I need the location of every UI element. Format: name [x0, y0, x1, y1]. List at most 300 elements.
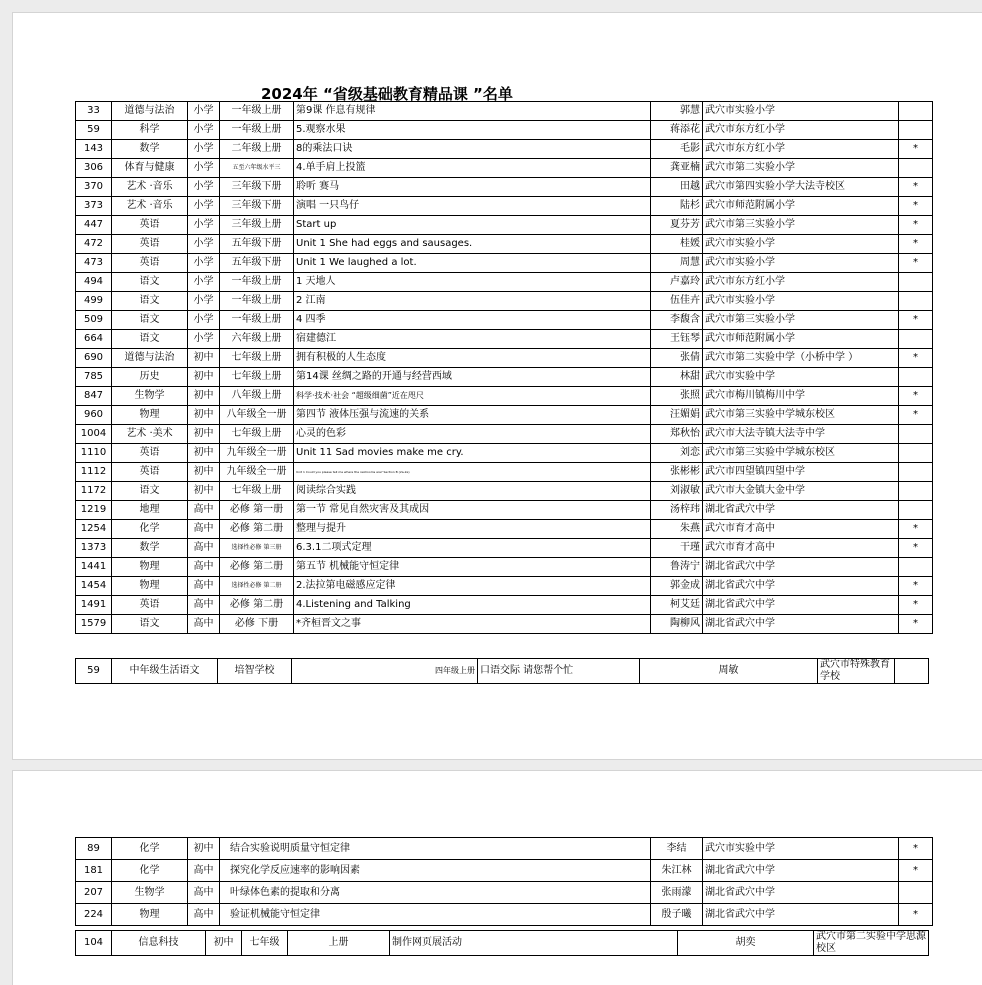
cell-stage: 小学 [188, 273, 220, 292]
cell-mark [899, 558, 933, 577]
cell-grade: 二年级上册 [220, 140, 294, 159]
cell-school: 湖北省武穴中学 [703, 882, 899, 904]
cell-teacher: 胡奕 [678, 931, 814, 956]
cell-subject: 艺术 ·音乐 [112, 197, 188, 216]
cell-mark [895, 659, 929, 684]
cell-teacher: 朱燕 [651, 520, 703, 539]
cell-stage: 小学 [188, 330, 220, 349]
cell-teacher: 田越 [651, 178, 703, 197]
cell-id: 664 [76, 330, 112, 349]
cell-id: 143 [76, 140, 112, 159]
cell-school: 武穴市东方红小学 [703, 273, 899, 292]
cell-id: 59 [76, 659, 112, 684]
table-row [76, 406, 933, 425]
cell-subject: 历史 [112, 368, 188, 387]
cell-grade: 一年级上册 [220, 292, 294, 311]
cell-id: 447 [76, 216, 112, 235]
cell-mark [899, 425, 933, 444]
cell-grade: 选择性必修 第三册 [220, 539, 294, 558]
cell-subject: 语文 [112, 482, 188, 501]
cell-teacher: 林甜 [651, 368, 703, 387]
cell-teacher: 郭慧 [651, 102, 703, 121]
cell-stage: 小学 [188, 254, 220, 273]
cell-subject: 英语 [112, 463, 188, 482]
cell-mark: * [899, 387, 933, 406]
cell-lesson: 阅读综合实践 [294, 482, 651, 501]
cell-id: 509 [76, 311, 112, 330]
cell-stage: 高中 [188, 558, 220, 577]
cell-teacher: 朱江林 [651, 860, 703, 882]
table-row [76, 368, 933, 387]
table-row [76, 444, 933, 463]
cell-subject: 道德与法治 [112, 349, 188, 368]
cell-teacher: 李结 [651, 838, 703, 860]
cell-lesson: 演唱 一只鸟仔 [294, 197, 651, 216]
cell-school: 武穴市实验中学 [703, 368, 899, 387]
cell-id: 1254 [76, 520, 112, 539]
cell-school: 武穴市实验小学 [703, 254, 899, 273]
cell-grade: 必修 第二册 [220, 520, 294, 539]
table-row [76, 121, 933, 140]
cell-school: 武穴市第三实验中学城东校区 [703, 444, 899, 463]
cell-mark: * [899, 615, 933, 634]
table-row [76, 197, 933, 216]
cell-lesson: 2 江南 [294, 292, 651, 311]
cell-mark: * [899, 577, 933, 596]
table-row [76, 140, 933, 159]
cell-lesson: 叶绿体色素的提取和分离 [220, 882, 651, 904]
table-row [76, 349, 933, 368]
cell-lesson: 第五节 机械能守恒定律 [294, 558, 651, 577]
cell-mark: * [899, 904, 933, 926]
cell-lesson: 制作网页展活动 [390, 931, 678, 956]
cell-school: 武穴市大法寺镇大法寺中学 [703, 425, 899, 444]
cell-grade: 三年级下册 [220, 197, 294, 216]
cell-lesson: 5.观察水果 [294, 121, 651, 140]
cell-teacher: 伍佳卉 [651, 292, 703, 311]
table-row [76, 501, 933, 520]
cell-teacher: 桂媛 [651, 235, 703, 254]
cell-teacher: 陆杉 [651, 197, 703, 216]
cell-id: 785 [76, 368, 112, 387]
cell-lesson: 8的乘法口诀 [294, 140, 651, 159]
cell-lesson: 口语交际 请您帮个忙 [478, 659, 640, 684]
cell-stage: 高中 [188, 501, 220, 520]
cell-id: 473 [76, 254, 112, 273]
table-row [76, 463, 933, 482]
cell-lesson: 2.法拉第电磁感应定律 [294, 577, 651, 596]
cell-stage: 小学 [188, 235, 220, 254]
cell-lesson: 科学·技术·社会 “超级细菌”近在咫尺 [294, 387, 651, 406]
table-row [76, 387, 933, 406]
cell-id: 847 [76, 387, 112, 406]
cell-school: 武穴市第二实验小学 [703, 159, 899, 178]
table-row [76, 860, 933, 882]
cell-id: 1172 [76, 482, 112, 501]
table-row [76, 254, 933, 273]
cell-lesson: Unit 11 Sad movies make me cry. [294, 444, 651, 463]
cell-id: 59 [76, 121, 112, 140]
cell-id: 1579 [76, 615, 112, 634]
cell-subject: 艺术 ·音乐 [112, 178, 188, 197]
table-row [76, 904, 933, 926]
cell-stage: 小学 [188, 311, 220, 330]
cell-mark: * [899, 197, 933, 216]
cell-teacher: 汤梓玮 [651, 501, 703, 520]
table-row [76, 159, 933, 178]
cell-school: 武穴市实验小学 [703, 102, 899, 121]
cell-teacher: 张彬彬 [651, 463, 703, 482]
cell-grade: 必修 第一册 [220, 501, 294, 520]
cell-id: 181 [76, 860, 112, 882]
cell-lesson: 宿建德江 [294, 330, 651, 349]
cell-school: 武穴市东方红小学 [703, 121, 899, 140]
cell-stage: 高中 [188, 596, 220, 615]
table-row [76, 216, 933, 235]
cell-teacher: 王钰琴 [651, 330, 703, 349]
cell-school: 武穴市第四实验小学大法寺校区 [703, 178, 899, 197]
cell-subject: 数学 [112, 140, 188, 159]
cell-id: 960 [76, 406, 112, 425]
cell-teacher: 周敏 [640, 659, 818, 684]
cell-lesson: Start up [294, 216, 651, 235]
cell-stage: 初中 [188, 349, 220, 368]
cell-grade: 七年级 [242, 931, 288, 956]
cell-id: 1219 [76, 501, 112, 520]
cell-id: 306 [76, 159, 112, 178]
cell-school: 武穴市梅川镇梅川中学 [703, 387, 899, 406]
cell-mark [899, 330, 933, 349]
cell-grade: 八年级全一册 [220, 406, 294, 425]
cell-subject: 语文 [112, 330, 188, 349]
cell-school: 湖北省武穴中学 [703, 558, 899, 577]
cell-school: 武穴市实验小学 [703, 235, 899, 254]
cell-lesson: 4.Listening and Talking [294, 596, 651, 615]
cell-school: 武穴市四望镇四望中学 [703, 463, 899, 482]
cell-subject: 英语 [112, 254, 188, 273]
cell-mark [899, 368, 933, 387]
cell-grade: 选择性必修 第二册 [220, 577, 294, 596]
table-row [76, 596, 933, 615]
cell-mark [899, 463, 933, 482]
cell-grade: 九年级全一册 [220, 463, 294, 482]
cell-lesson: 第14课 丝绸之路的开通与经营西域 [294, 368, 651, 387]
cell-stage: 小学 [188, 140, 220, 159]
cell-id: 1110 [76, 444, 112, 463]
cell-grade: 一年级上册 [220, 121, 294, 140]
cell-subject: 体育与健康 [112, 159, 188, 178]
cell-subject: 中年级生活语文 [112, 659, 218, 684]
table-row [76, 102, 933, 121]
cell-subject: 语文 [112, 292, 188, 311]
cell-teacher: 周慧 [651, 254, 703, 273]
cell-mark: * [899, 254, 933, 273]
cell-stage: 高中 [188, 539, 220, 558]
cell-lesson: 6.3.1二项式定理 [294, 539, 651, 558]
cell-subject: 生物学 [112, 387, 188, 406]
cell-subject: 英语 [112, 444, 188, 463]
cell-stage: 初中 [188, 425, 220, 444]
document-page-2 [12, 770, 982, 985]
cell-lesson: 结合实验说明质量守恒定律 [220, 838, 651, 860]
cell-lesson: 心灵的色彩 [294, 425, 651, 444]
page2-last-row-table [75, 930, 929, 956]
table-row [76, 615, 933, 634]
cell-lesson: 4 四季 [294, 311, 651, 330]
cell-stage: 小学 [188, 102, 220, 121]
cell-school: 武穴市第三实验小学 [703, 216, 899, 235]
cell-grade: 五至六年级水平三 [220, 159, 294, 178]
table-row [76, 520, 933, 539]
table-row [76, 311, 933, 330]
cell-mark: * [899, 216, 933, 235]
cell-grade: 必修 下册 [220, 615, 294, 634]
cell-teacher: 鲁涛宁 [651, 558, 703, 577]
cell-grade: 八年级上册 [220, 387, 294, 406]
cell-subject: 语文 [112, 311, 188, 330]
cell-grade: 七年级上册 [220, 482, 294, 501]
cell-school: 武穴市师范附属小学 [703, 197, 899, 216]
cell-subject: 生物学 [112, 882, 188, 904]
cell-mark [899, 102, 933, 121]
cell-subject: 数学 [112, 539, 188, 558]
cell-stage: 培智学校 [218, 659, 292, 684]
table-row [76, 330, 933, 349]
table-row [76, 838, 933, 860]
cell-id: 472 [76, 235, 112, 254]
cell-teacher: 蒋添花 [651, 121, 703, 140]
cell-grade: 一年级上册 [220, 102, 294, 121]
cell-subject: 化学 [112, 860, 188, 882]
cell-subject: 物理 [112, 406, 188, 425]
cell-mark [899, 482, 933, 501]
table-row [76, 539, 933, 558]
cell-school: 武穴市第二实验中学（小桥中学 ） [703, 349, 899, 368]
cell-stage: 初中 [206, 931, 242, 956]
cell-school: 武穴市东方红小学 [703, 140, 899, 159]
cell-school: 湖北省武穴中学 [703, 577, 899, 596]
cell-mark: * [899, 140, 933, 159]
cell-teacher: 卢嘉玲 [651, 273, 703, 292]
cell-subject: 艺术 ·美术 [112, 425, 188, 444]
cell-subject: 英语 [112, 235, 188, 254]
cell-stage: 高中 [188, 577, 220, 596]
cell-grade: 必修 第二册 [220, 596, 294, 615]
cell-stage: 高中 [188, 615, 220, 634]
cell-school: 湖北省武穴中学 [703, 501, 899, 520]
cell-stage: 初中 [188, 406, 220, 425]
cell-stage: 小学 [188, 197, 220, 216]
cell-school: 武穴市第二实验中学思源校区 [814, 931, 929, 956]
cell-school: 武穴市第三实验小学 [703, 311, 899, 330]
cell-mark [899, 882, 933, 904]
cell-lesson: 1 天地人 [294, 273, 651, 292]
cell-stage: 高中 [188, 520, 220, 539]
cell-lesson: 第四节 液体压强与流速的关系 [294, 406, 651, 425]
cell-teacher: 殷子曦 [651, 904, 703, 926]
cell-id: 1004 [76, 425, 112, 444]
cell-stage: 初中 [188, 463, 220, 482]
cell-teacher: 张倩 [651, 349, 703, 368]
special-school-row-table [75, 658, 929, 684]
cell-grade: 一年级上册 [220, 311, 294, 330]
cell-school: 武穴市第三实验中学城东校区 [703, 406, 899, 425]
cell-stage: 初中 [188, 838, 220, 860]
cell-subject: 信息科技 [112, 931, 206, 956]
cell-school: 武穴市实验中学 [703, 838, 899, 860]
cell-mark: * [899, 178, 933, 197]
cell-stage: 初中 [188, 368, 220, 387]
cell-stage: 高中 [188, 904, 220, 926]
cell-lesson: Unit 1 We laughed a lot. [294, 254, 651, 273]
table-row [76, 482, 933, 501]
table-row [76, 273, 933, 292]
cell-id: 373 [76, 197, 112, 216]
cell-lesson: 拥有积极的人生态度 [294, 349, 651, 368]
cell-id: 494 [76, 273, 112, 292]
cell-school: 湖北省武穴中学 [703, 615, 899, 634]
cell-id: 499 [76, 292, 112, 311]
cell-mark: * [899, 539, 933, 558]
page-title: 2024年 “省级基础教育精品课 ”名单 [261, 85, 513, 103]
cell-stage: 小学 [188, 121, 220, 140]
cell-school: 湖北省武穴中学 [703, 596, 899, 615]
cell-stage: 小学 [188, 159, 220, 178]
cell-teacher: 张照 [651, 387, 703, 406]
cell-subject: 地理 [112, 501, 188, 520]
cell-teacher: 张雨濛 [651, 882, 703, 904]
cell-id: 370 [76, 178, 112, 197]
cell-grade: 七年级上册 [220, 425, 294, 444]
cell-grade: 七年级上册 [220, 368, 294, 387]
cell-stage: 小学 [188, 292, 220, 311]
cell-lesson: 整理与提升 [294, 520, 651, 539]
cell-school: 武穴市师范附属小学 [703, 330, 899, 349]
cell-mark [899, 159, 933, 178]
cell-stage: 初中 [188, 482, 220, 501]
table-row [76, 235, 933, 254]
cell-mark: * [899, 235, 933, 254]
cell-id: 207 [76, 882, 112, 904]
table-row [76, 292, 933, 311]
cell-teacher: 李馥含 [651, 311, 703, 330]
cell-id: 224 [76, 904, 112, 926]
cell-subject: 科学 [112, 121, 188, 140]
cell-teacher: 刘淑敏 [651, 482, 703, 501]
cell-lesson: 探究化学反应速率的影响因素 [220, 860, 651, 882]
cell-mark: * [899, 838, 933, 860]
cell-mark [899, 501, 933, 520]
cell-mark: * [899, 520, 933, 539]
cell-teacher: 夏芬芳 [651, 216, 703, 235]
cell-lesson: *齐桓晋文之事 [294, 615, 651, 634]
cell-school: 武穴市大金镇大金中学 [703, 482, 899, 501]
cell-teacher: 汪媚娟 [651, 406, 703, 425]
cell-grade: 三年级上册 [220, 216, 294, 235]
course-list-table [75, 101, 933, 634]
table-row [76, 931, 929, 956]
cell-school: 武穴市实验小学 [703, 292, 899, 311]
cell-teacher: 干瑾 [651, 539, 703, 558]
cell-lesson: 第一节 常见自然灾害及其成因 [294, 501, 651, 520]
cell-stage: 初中 [188, 387, 220, 406]
cell-mark: * [899, 406, 933, 425]
table-row [76, 178, 933, 197]
cell-mark: * [899, 349, 933, 368]
cell-id: 33 [76, 102, 112, 121]
cell-teacher: 陶柳风 [651, 615, 703, 634]
cell-grade: 七年级上册 [220, 349, 294, 368]
cell-mark [899, 292, 933, 311]
table-row [76, 659, 929, 684]
cell-mark [899, 444, 933, 463]
cell-stage: 小学 [188, 178, 220, 197]
cell-lesson: 验证机械能守恒定律 [220, 904, 651, 926]
table-row [76, 425, 933, 444]
cell-subject: 物理 [112, 904, 188, 926]
table-row [76, 577, 933, 596]
cell-teacher: 郭金成 [651, 577, 703, 596]
cell-subject: 化学 [112, 520, 188, 539]
cell-school: 湖北省武穴中学 [703, 860, 899, 882]
cell-grade: 一年级上册 [220, 273, 294, 292]
cell-subject: 物理 [112, 577, 188, 596]
cell-subject: 道德与法治 [112, 102, 188, 121]
cell-grade: 三年级下册 [220, 178, 294, 197]
cell-school: 武穴市育才高中 [703, 539, 899, 558]
cell-grade: 必修 第二册 [220, 558, 294, 577]
cell-lesson: Unit 1 Could you please tell me where the restrooms are? Section B (2a-2e) [294, 463, 651, 482]
cell-mark: * [899, 311, 933, 330]
cell-grade: 五年级下册 [220, 254, 294, 273]
cell-id: 1112 [76, 463, 112, 482]
cell-volume: 上册 [288, 931, 390, 956]
cell-mark [899, 121, 933, 140]
cell-stage: 高中 [188, 882, 220, 904]
table-row [76, 882, 933, 904]
cell-grade: 五年级下册 [220, 235, 294, 254]
course-list-table-page2 [75, 837, 933, 926]
cell-subject: 物理 [112, 558, 188, 577]
cell-mark [899, 273, 933, 292]
cell-id: 1491 [76, 596, 112, 615]
cell-grade: 四年级上册 [292, 659, 478, 684]
table-row [76, 558, 933, 577]
cell-stage: 小学 [188, 216, 220, 235]
cell-school: 武穴市育才高中 [703, 520, 899, 539]
document-page-1 [12, 12, 982, 760]
cell-id: 690 [76, 349, 112, 368]
cell-subject: 语文 [112, 615, 188, 634]
cell-id: 104 [76, 931, 112, 956]
cell-teacher: 龚亚楠 [651, 159, 703, 178]
cell-lesson: 聆听 赛马 [294, 178, 651, 197]
cell-subject: 语文 [112, 273, 188, 292]
cell-school: 湖北省武穴中学 [703, 904, 899, 926]
cell-lesson: 4.单手肩上投篮 [294, 159, 651, 178]
cell-teacher: 柯艾廷 [651, 596, 703, 615]
cell-mark: * [899, 860, 933, 882]
cell-stage: 高中 [188, 860, 220, 882]
cell-subject: 化学 [112, 838, 188, 860]
cell-mark: * [899, 596, 933, 615]
cell-id: 89 [76, 838, 112, 860]
cell-subject: 英语 [112, 216, 188, 235]
cell-id: 1441 [76, 558, 112, 577]
cell-id: 1454 [76, 577, 112, 596]
cell-teacher: 毛影 [651, 140, 703, 159]
cell-school: 武穴市特殊教育学校 [818, 659, 895, 684]
